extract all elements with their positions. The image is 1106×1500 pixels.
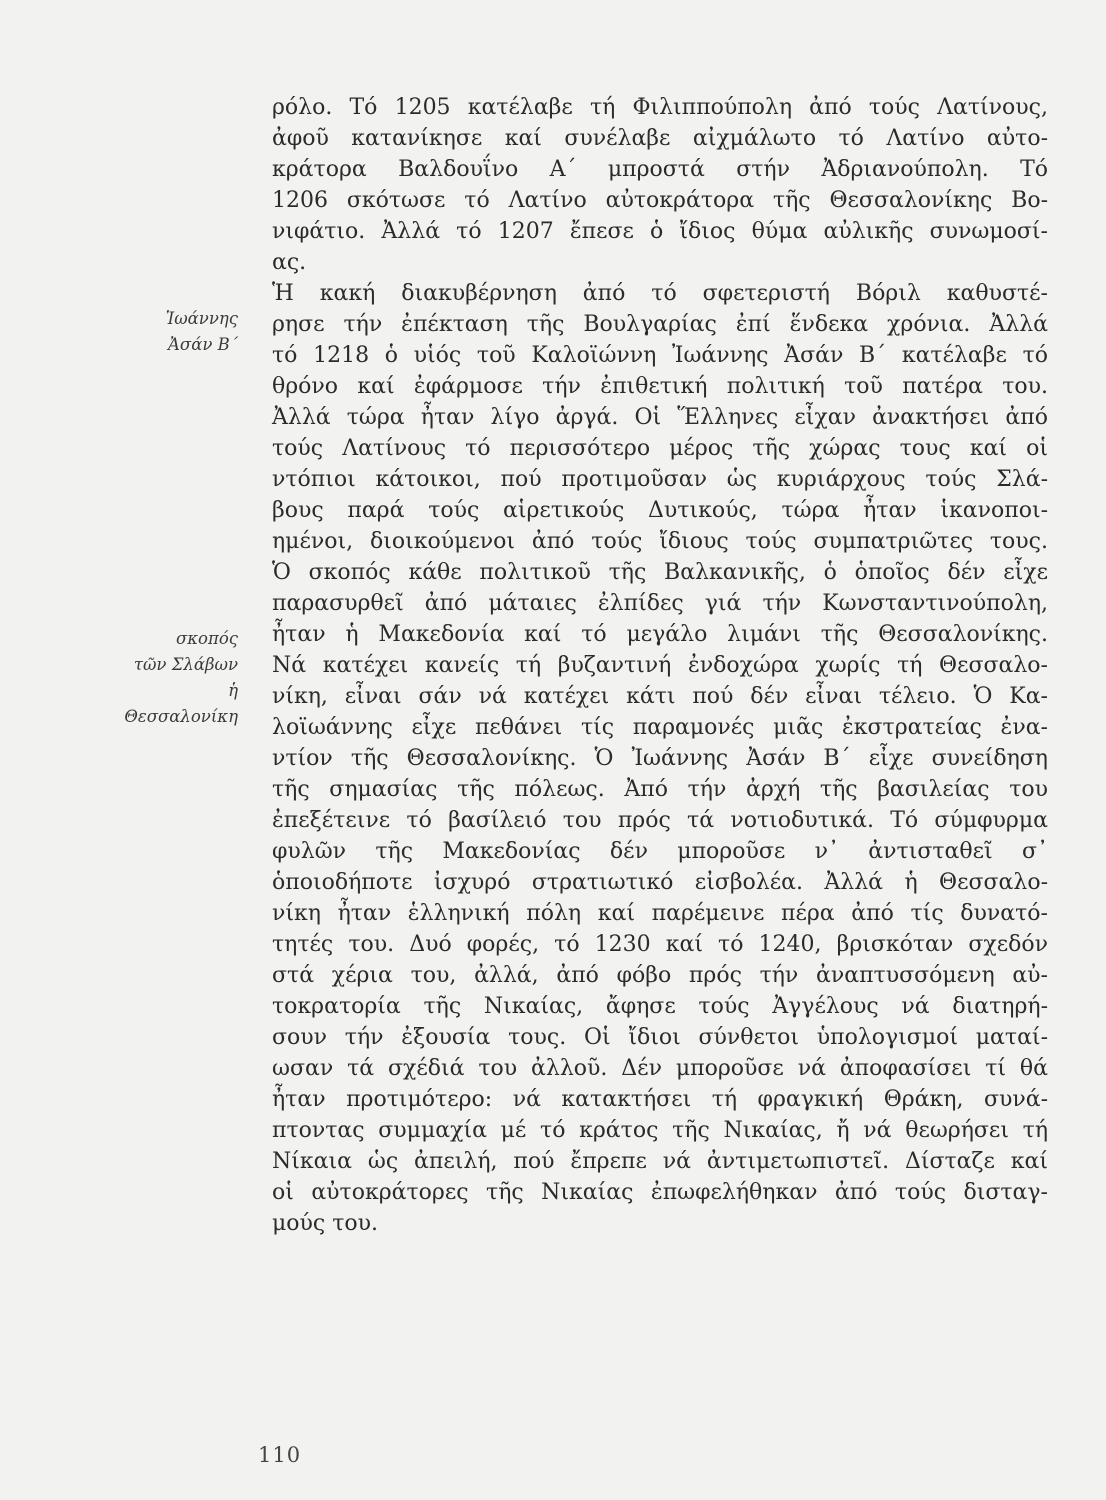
text-line: ημένοι, διοικούμενοι ἀπό τούς ἴδιους τούς συμπατριῶτες τους. <box>272 529 1048 554</box>
text-line: μούς του. <box>272 1211 379 1236</box>
margin-note-line: Ἀσάν Β΄ <box>168 335 238 354</box>
text-line: τῆς σημασίας τῆς πόλεως. Ἀπό τήν ἀρχή τῆς βασιλείας του <box>272 777 1048 802</box>
text-line: Ἡ κακή διακυβέρνηση ἀπό τό σφετεριστή Βόριλ καθυστέ- <box>272 281 1048 306</box>
text-line: νιφάτιο. Ἀλλά τό 1207 ἔπεσε ὁ ἴδιος θύμα αὐλικῆς συνωμοσί- <box>272 219 1048 244</box>
text-line: λοϊωάννης εἶχε πεθάνει τίς παραμονές μιᾶς ἐκστρατείας ἐνα- <box>272 715 1048 740</box>
text-line: κράτορα Βαλδουΐνο Α΄ μπροστά στήν Ἀδριανούπολη. Τό <box>272 157 1048 182</box>
margin-note-line: σκοπός <box>175 629 238 648</box>
text-line: ἐπεξέτεινε τό βασίλειό του πρός τά νοτιοδυτικά. Τό σύμφυρμα <box>272 808 1048 833</box>
text-line: νίκη ἦταν ἑλληνική πόλη καί παρέμεινε πέρα ἀπό τίς δυνατό- <box>272 901 1048 926</box>
text-line: Νά κατέχει κανείς τή βυζαντινή ἐνδοχώρα χωρίς τή Θεσσαλο- <box>272 653 1048 678</box>
text-line: Ὁ σκοπός κάθε πολιτικοῦ τῆς Βαλκανικῆς, ὁ ὁποῖος δέν εἶχε <box>272 560 1048 585</box>
text-line: πτοντας συμμαχία μέ τό κράτος τῆς Νικαίας, ἤ νά θεωρήσει τή <box>272 1118 1048 1143</box>
margin-note-slavs-thessaloniki <box>124 626 238 730</box>
text-line: ὁποιοδήποτε ἰσχυρό στρατιωτικό εἰσβολέα. Ἀλλά ἡ Θεσσαλο- <box>272 870 1048 895</box>
text-line: φυλῶν τῆς Μακεδονίας δέν μποροῦσε ν᾿ ἀντισταθεῖ σ᾿ <box>272 839 1048 864</box>
text-line: ας. <box>272 250 307 275</box>
text-line: τούς Λατίνους τό περισσότερο μέρος τῆς χώρας τους καί οἱ <box>272 436 1048 461</box>
text-line: ντίον τῆς Θεσσαλονίκης. Ὁ Ἰωάννης Ἀσάν Β΄ εἶχε συνείδηση <box>272 746 1048 771</box>
text-line: οἱ αὐτοκράτορες τῆς Νικαίας ἐπωφελήθηκαν ἀπό τούς δισταγ- <box>272 1180 1048 1205</box>
text-line: ρησε τήν ἐπέκταση τῆς Βουλγαρίας ἐπί ἕνδεκα χρόνια. Ἀλλά <box>272 312 1048 337</box>
text-line: στά χέρια του, ἀλλά, ἀπό φόβο πρός τήν ἀναπτυσσόμενη αὐ- <box>272 963 1048 988</box>
text-line: νίκη, εἶναι σάν νά κατέχει κάτι πού δέν εἶναι τέλειο. Ὁ Κα- <box>272 684 1048 709</box>
text-line: βους παρά τούς αἱρετικούς Δυτικούς, τώρα ἦταν ἱκανοποι- <box>272 498 1048 523</box>
margin-note-line: Ἰωάννης <box>165 309 238 328</box>
page-number: 110 <box>258 1443 302 1467</box>
text-line: Νίκαια ὡς ἀπειλή, πού ἔπρεπε νά ἀντιμετωπιστεῖ. Δίσταζε καί <box>272 1149 1048 1174</box>
text-line: ἦταν προτιμότερο: νά κατακτήσει τή φραγκική Θράκη, συνά- <box>272 1087 1048 1112</box>
text-line: τητές του. Δυό φορές, τό 1230 καί τό 1240, βρισκόταν σχεδόν <box>272 932 1048 957</box>
margin-note-line: ἡ <box>228 681 238 700</box>
text-line: σουν τήν ἐξουσία τους. Οἱ ἴδιοι σύνθετοι ὑπολογισμοί ματαί- <box>272 1025 1048 1050</box>
margin-note-line: τῶν Σλάβων <box>133 655 238 674</box>
margin-note-line: Θεσσαλονίκη <box>124 707 238 726</box>
body-text <box>272 92 1048 1239</box>
text-line: ἀφοῦ κατανίκησε καί συνέλαβε αἰχμάλωτο τό Λατίνο αὐτο- <box>272 126 1048 151</box>
text-line: 1206 σκότωσε τό Λατίνο αὐτοκράτορα τῆς Θεσσαλονίκης Βο- <box>272 188 1048 213</box>
text-line: ἦταν ἡ Μακεδονία καί τό μεγάλο λιμάνι τῆς Θεσσαλονίκης. <box>272 622 1048 647</box>
text-line: θρόνο καί ἐφάρμοσε τήν ἐπιθετική πολιτική τοῦ πατέρα του. <box>272 374 1048 399</box>
text-line: τό 1218 ὁ υἱός τοῦ Καλοϊώννη Ἰωάννης Ἀσάν Β΄ κατέλαβε τό <box>272 343 1048 368</box>
text-line: παρασυρθεῖ ἀπό μάταιες ἐλπίδες γιά τήν Κωνσταντινούπολη, <box>272 591 1048 616</box>
text-line: ρόλο. Τό 1205 κατέλαβε τή Φιλιππούπολη ἀπό τούς Λατίνους, <box>272 95 1048 120</box>
text-line: ωσαν τά σχέδιά του ἀλλοῦ. Δέν μποροῦσε νά ἀποφασίσει τί θά <box>272 1056 1048 1081</box>
text-line: Ἀλλά τώρα ἦταν λίγο ἀργά. Οἱ Ἕλληνες εἶχαν ἀνακτήσει ἀπό <box>272 405 1048 430</box>
text-line: ντόπιοι κάτοικοι, πού προτιμοῦσαν ὡς κυριάρχους τούς Σλά- <box>272 467 1048 492</box>
margin-note-ioannis-asan <box>166 306 238 358</box>
text-line: τοκρατορία τῆς Νικαίας, ἄφησε τούς Ἀγγέλους νά διατηρή- <box>272 994 1048 1019</box>
